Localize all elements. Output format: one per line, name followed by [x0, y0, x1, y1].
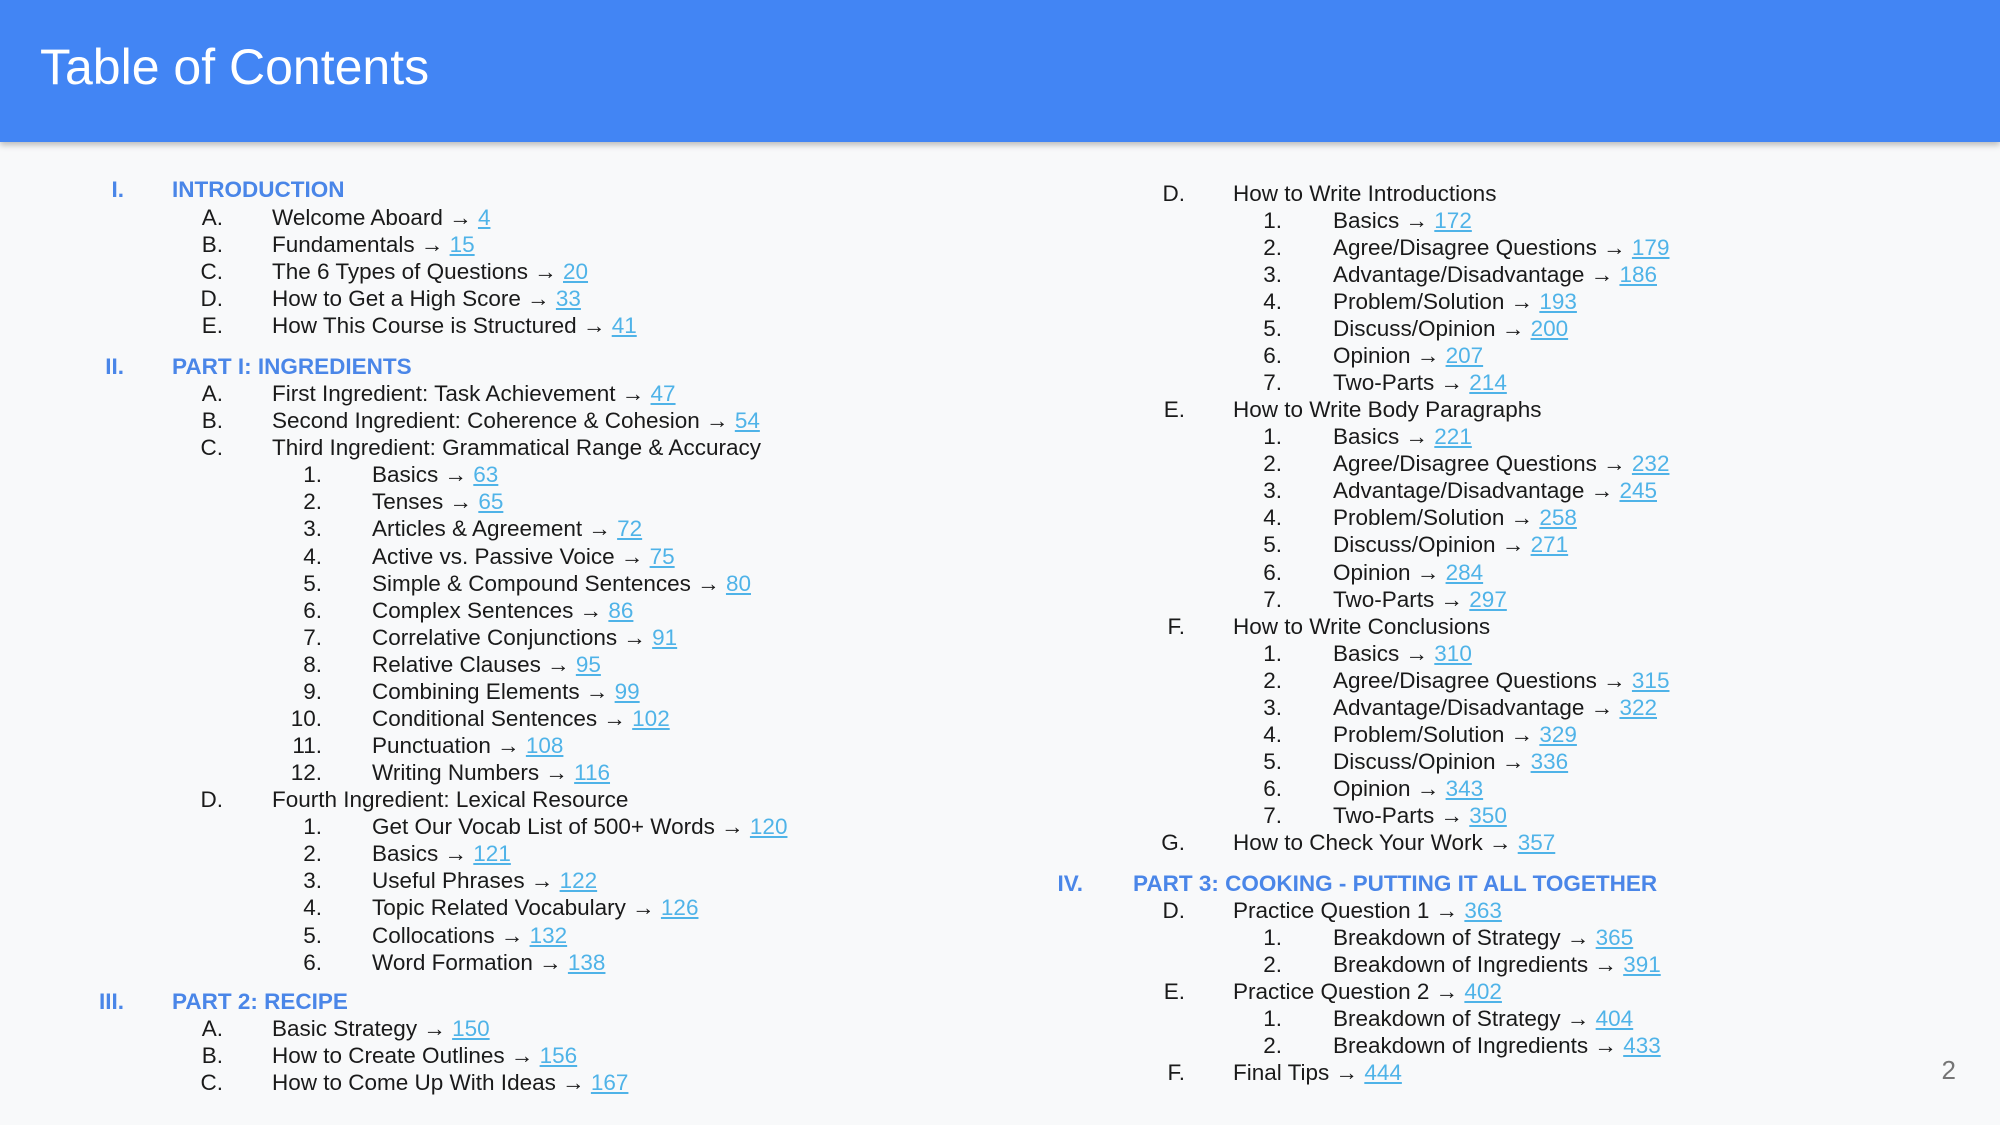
arrow-icon: →	[527, 259, 563, 284]
arrow-icon: →	[1434, 370, 1470, 395]
toc-entry-number: 10.	[290, 706, 322, 731]
toc-entry-number: 5.	[1263, 532, 1282, 557]
toc-entry-title: Tenses	[372, 489, 444, 514]
arrow-icon: →	[1596, 235, 1632, 260]
toc-page-link[interactable]: 357	[1517, 830, 1556, 855]
arrow-icon: →	[539, 760, 575, 785]
toc-entry-number: 7.	[1263, 587, 1282, 612]
arrow-icon: →	[1329, 1060, 1365, 1085]
toc-entry-number: 11.	[292, 733, 322, 758]
toc-entry-title: How to Write Introductions	[1233, 181, 1497, 206]
toc-entry-number: E.	[201, 313, 223, 338]
toc-page-link[interactable]: 15	[449, 232, 475, 257]
toc-entry-number: 4.	[1263, 722, 1282, 747]
toc-entry-number: A.	[201, 1016, 223, 1041]
toc-page-link[interactable]: 102	[632, 706, 670, 731]
toc-entry-title: Advantage/Disadvantage	[1333, 478, 1585, 503]
arrow-icon: →	[520, 286, 556, 311]
toc-entry-number: 2.	[1263, 451, 1282, 476]
toc-page-link[interactable]: 138	[567, 950, 606, 975]
toc-entry-number: 2.	[1263, 952, 1282, 977]
arrow-icon: →	[438, 841, 474, 866]
page-title: Table of Contents	[40, 39, 430, 95]
toc-entry-title: Problem/Solution	[1333, 289, 1505, 314]
toc-page-link[interactable]: 433	[1623, 1033, 1661, 1058]
toc-entry-title: PART I: INGREDIENTS	[172, 354, 412, 379]
toc-entry-title: Conditional Sentences	[372, 706, 598, 731]
arrow-icon: →	[617, 625, 653, 650]
toc-entry-number: 5.	[303, 923, 322, 948]
toc-entry-number: 1.	[1263, 208, 1282, 233]
toc-page-link[interactable]: 193	[1539, 289, 1577, 314]
toc-entry-number: I.	[111, 177, 124, 202]
toc-entry-number: B.	[201, 232, 223, 257]
arrow-icon: →	[490, 733, 526, 758]
toc-entry-number: 7.	[303, 625, 322, 650]
toc-entry-number: 2.	[303, 841, 322, 866]
toc-page-link[interactable]: 258	[1539, 505, 1577, 530]
toc-page-link[interactable]: 221	[1434, 424, 1472, 449]
toc-entry-number: C.	[200, 259, 223, 284]
toc-entry-title: Breakdown of Ingredients	[1333, 952, 1589, 977]
toc-entry-number: B.	[201, 1043, 223, 1068]
toc-page-link[interactable]: 116	[574, 760, 611, 785]
toc-entry-title: INTRODUCTION	[172, 177, 345, 202]
arrow-icon: →	[615, 381, 651, 406]
toc-page-link[interactable]: 404	[1595, 1006, 1634, 1031]
toc-entry-number: D.	[1162, 898, 1185, 923]
arrow-icon: →	[1596, 451, 1632, 476]
toc-page-link[interactable]: 350	[1469, 803, 1507, 828]
arrow-icon: →	[1504, 722, 1540, 747]
toc-entry-number: 6.	[303, 950, 322, 975]
toc-entry-title: Opinion	[1333, 776, 1411, 801]
toc-entry-title: Agree/Disagree Questions	[1333, 668, 1597, 693]
toc-entry-number: D.	[1162, 181, 1185, 206]
arrow-icon: →	[582, 516, 618, 541]
arrow-icon: →	[1584, 695, 1620, 720]
toc-page-link[interactable]: 121	[473, 841, 511, 866]
toc-entry-number: 4.	[303, 544, 322, 569]
arrow-icon: →	[1495, 749, 1531, 774]
toc-entry-number: IV.	[1057, 871, 1083, 896]
toc-entry-title: Get Our Vocab List of 500+ Words	[372, 814, 715, 839]
toc-entry-title: Discuss/Opinion	[1333, 749, 1496, 774]
arrow-icon: →	[1434, 587, 1470, 612]
arrow-icon: →	[1399, 641, 1435, 666]
toc-entry-number: F.	[1167, 1060, 1185, 1085]
toc-page-link[interactable]: 4	[477, 205, 491, 230]
toc-entry-title: Simple & Compound Sentences	[372, 571, 691, 596]
toc-entry-number: C.	[200, 1070, 223, 1095]
toc-entry-number: 1.	[303, 462, 322, 487]
toc-page-link[interactable]: 329	[1539, 722, 1577, 747]
toc-page-link[interactable]: 214	[1469, 370, 1507, 395]
toc-entry-number: 2.	[1263, 1033, 1282, 1058]
toc-entry-title: Breakdown of Strategy	[1333, 1006, 1561, 1031]
toc-entry-title: Collocations	[372, 923, 495, 948]
arrow-icon: →	[438, 462, 474, 487]
toc-entry-title: How to Check Your Work	[1233, 830, 1483, 855]
toc-entry-number: 5.	[1263, 749, 1282, 774]
toc-page-link[interactable]: 99	[614, 679, 640, 704]
toc-entry-number: 9.	[303, 679, 322, 704]
toc-page-link[interactable]: 365	[1595, 925, 1634, 950]
toc-page-link[interactable]: 65	[478, 489, 504, 514]
toc-page-link[interactable]: 310	[1434, 641, 1472, 666]
toc-entry-title: Two-Parts	[1333, 370, 1435, 395]
arrow-icon: →	[504, 1043, 540, 1068]
toc-entry-title: Writing Numbers	[372, 760, 540, 785]
toc-entry-title: Opinion	[1333, 560, 1411, 585]
toc-page-link[interactable]: 207	[1445, 343, 1484, 368]
toc-page-link[interactable]: 284	[1445, 560, 1484, 585]
toc-entry-number: 1.	[1263, 925, 1282, 950]
toc-page-link[interactable]: 297	[1469, 587, 1507, 612]
arrow-icon: →	[1584, 262, 1620, 287]
toc-page-link[interactable]: 150	[452, 1016, 490, 1041]
arrow-icon: →	[1410, 343, 1446, 368]
toc-page-link[interactable]: 186	[1619, 262, 1657, 287]
toc-entry-title: How to Write Body Paragraphs	[1233, 397, 1542, 422]
toc-page-link[interactable]: 120	[749, 814, 788, 839]
arrow-icon: →	[579, 679, 615, 704]
toc-entry-title: Opinion	[1333, 343, 1411, 368]
toc-entry-title: Useful Phrases	[372, 868, 525, 893]
toc-entry-number: 3.	[1263, 478, 1282, 503]
toc-entry-number: 1.	[1263, 641, 1282, 666]
toc-page-link[interactable]: 167	[590, 1070, 629, 1095]
toc-entry-number: D.	[200, 286, 223, 311]
toc-entry-title: Basic Strategy	[272, 1016, 418, 1041]
toc-page-link[interactable]: 63	[473, 462, 499, 487]
toc-entry-title: The 6 Types of Questions	[272, 259, 528, 284]
arrow-icon: →	[1596, 668, 1632, 693]
toc-entry-title: Relative Clauses	[372, 652, 541, 677]
toc-entry-number: 7.	[1263, 803, 1282, 828]
toc-entry-number: 8.	[303, 652, 322, 677]
arrow-icon: →	[494, 923, 530, 948]
toc-entry-number: 4.	[303, 895, 322, 920]
toc-entry-number: 3.	[303, 868, 322, 893]
toc-entry-number: A.	[201, 205, 223, 230]
toc-entry-title: Second Ingredient: Coherence & Cohesion	[272, 408, 700, 433]
toc-page-link[interactable]: 343	[1445, 776, 1484, 801]
arrow-icon: →	[1399, 208, 1435, 233]
toc-entry-number: 3.	[303, 516, 322, 541]
toc-entry-number: 6.	[1263, 343, 1282, 368]
toc-entry-title: Agree/Disagree Questions	[1333, 451, 1597, 476]
toc-entry-number: G.	[1161, 830, 1185, 855]
toc-entry-number: 2.	[1263, 668, 1282, 693]
arrow-icon: →	[442, 205, 478, 230]
toc-page-link[interactable]: 72	[617, 516, 643, 541]
toc-entry-number: 6.	[303, 598, 322, 623]
arrow-icon: →	[414, 232, 450, 257]
toc-page-link[interactable]: 75	[649, 544, 675, 569]
arrow-icon: →	[1560, 925, 1596, 950]
arrow-icon: →	[1429, 979, 1465, 1004]
arrow-icon: →	[1410, 776, 1446, 801]
toc-entry-number: 6.	[1263, 776, 1282, 801]
arrow-icon: →	[1482, 830, 1518, 855]
toc-page-link[interactable]: 156	[539, 1043, 578, 1068]
arrow-icon: →	[1588, 1033, 1624, 1058]
arrow-icon: →	[597, 706, 633, 731]
toc-entry-title: Two-Parts	[1333, 587, 1435, 612]
arrow-icon: →	[1584, 478, 1620, 503]
arrow-icon: →	[1429, 898, 1465, 923]
toc-entry-title: Breakdown of Strategy	[1333, 925, 1561, 950]
toc-entry-title: Basics	[1333, 424, 1400, 449]
arrow-icon: →	[532, 950, 568, 975]
toc-page-link[interactable]: 444	[1364, 1060, 1402, 1085]
arrow-icon: →	[443, 489, 479, 514]
toc-entry-title: How to Create Outlines	[272, 1043, 505, 1068]
arrow-icon: →	[714, 814, 750, 839]
toc-entry-title: Topic Related Vocabulary	[372, 895, 626, 920]
toc-entry-title: Third Ingredient: Grammatical Range & Accuracy	[272, 435, 761, 460]
toc-entry-number: 3.	[1263, 262, 1282, 287]
arrow-icon: →	[625, 895, 661, 920]
arrow-icon: →	[614, 544, 650, 569]
toc-entry-title: How to Come Up With Ideas	[272, 1070, 556, 1095]
toc-page-link[interactable]: 80	[725, 571, 751, 596]
slide-number: 2	[1941, 1055, 1956, 1085]
toc-entry-title: Practice Question 1	[1233, 898, 1430, 923]
arrow-icon: →	[1495, 532, 1531, 557]
toc-entry-number: B.	[201, 408, 223, 433]
toc-page-link[interactable]: 245	[1619, 478, 1657, 503]
toc-page-link[interactable]: 91	[652, 625, 678, 650]
toc-page-link[interactable]: 391	[1623, 952, 1661, 977]
toc-entry-title: Discuss/Opinion	[1333, 316, 1496, 341]
toc-entry-number: II.	[105, 354, 124, 379]
toc-entry-title: Punctuation	[372, 733, 491, 758]
toc-entry-title: Practice Question 2	[1233, 979, 1430, 1004]
toc-page-link[interactable]: 33	[555, 286, 581, 311]
toc-entry-title: Two-Parts	[1333, 803, 1435, 828]
toc-entry-title: Basics	[372, 841, 439, 866]
toc-entry-number: 7.	[1263, 370, 1282, 395]
title-bar	[0, 0, 2000, 142]
toc-entry-title: Discuss/Opinion	[1333, 532, 1496, 557]
toc-entry-title: How to Write Conclusions	[1233, 614, 1491, 639]
toc-entry-number: 3.	[1263, 695, 1282, 720]
toc-page-link[interactable]: 200	[1530, 316, 1569, 341]
toc-entry-title: Advantage/Disadvantage	[1333, 262, 1585, 287]
toc-entry-number: 5.	[1263, 316, 1282, 341]
toc-entry-title: Problem/Solution	[1333, 722, 1505, 747]
arrow-icon: →	[1434, 803, 1470, 828]
arrow-icon: →	[1410, 560, 1446, 585]
toc-page-link[interactable]: 95	[575, 652, 601, 677]
toc-entry-title: Basics	[372, 462, 439, 487]
toc-entry-title: Word Formation	[372, 950, 533, 975]
toc-entry-title: PART 3: COOKING - PUTTING IT ALL TOGETHER	[1133, 871, 1658, 896]
toc-page-link[interactable]: 315	[1631, 668, 1670, 693]
toc-page-link[interactable]: 54	[734, 408, 760, 433]
arrow-icon: →	[1504, 505, 1540, 530]
toc-entry-title: Basics	[1333, 641, 1400, 666]
arrow-icon: →	[540, 652, 576, 677]
toc-entry-number: 1.	[1263, 1006, 1282, 1031]
toc-entry-title: Articles & Agreement	[372, 516, 583, 541]
arrow-icon: →	[1504, 289, 1540, 314]
arrow-icon: →	[690, 571, 726, 596]
toc-page-link[interactable]: 402	[1464, 979, 1502, 1004]
toc-entry-number: A.	[201, 381, 223, 406]
toc-entry-number: D.	[200, 787, 223, 812]
arrow-icon: →	[524, 868, 560, 893]
arrow-icon: →	[699, 408, 735, 433]
toc-entry-number: 2.	[303, 489, 322, 514]
toc-entry-title: How to Get a High Score	[272, 286, 521, 311]
toc-page-link[interactable]: 108	[525, 733, 564, 758]
toc-entry-number: 12.	[290, 760, 322, 785]
toc-entry-title: Correlative Conjunctions	[372, 625, 618, 650]
toc-page-link[interactable]: 322	[1619, 695, 1657, 720]
toc-entry-number: E.	[1163, 979, 1185, 1004]
toc-page-link[interactable]: 179	[1631, 235, 1670, 260]
arrow-icon: →	[1560, 1006, 1596, 1031]
toc-page-link[interactable]: 122	[559, 868, 598, 893]
toc-entry-title: Fundamentals	[272, 232, 415, 257]
toc-page-link[interactable]: 86	[608, 598, 634, 623]
toc-entry-title: How This Course is Structured	[272, 313, 577, 338]
toc-entry-number: E.	[1163, 397, 1185, 422]
toc-entry-number: 6.	[1263, 560, 1282, 585]
toc-entry-title: Fourth Ingredient: Lexical Resource	[272, 787, 629, 812]
arrow-icon: →	[1399, 424, 1435, 449]
toc-entry-title: Complex Sentences	[372, 598, 574, 623]
toc-entry-title: Basics	[1333, 208, 1400, 233]
toc-entry-title: Breakdown of Ingredients	[1333, 1033, 1589, 1058]
toc-entry-number: 4.	[1263, 289, 1282, 314]
toc-page-link[interactable]: 363	[1464, 898, 1502, 923]
toc-entry-number: C.	[200, 435, 223, 460]
toc-page-link[interactable]: 132	[529, 923, 568, 948]
toc-entry-title: PART 2: RECIPE	[172, 989, 348, 1014]
toc-entry-number: 1.	[303, 814, 322, 839]
arrow-icon: →	[576, 313, 612, 338]
toc-page-link[interactable]: 47	[650, 381, 676, 406]
toc-entry-number: III.	[98, 989, 124, 1014]
toc-entry-title: Welcome Aboard	[272, 205, 443, 230]
toc-entry-title: Final Tips	[1233, 1060, 1330, 1085]
toc-entry-title: Agree/Disagree Questions	[1333, 235, 1597, 260]
arrow-icon: →	[555, 1070, 591, 1095]
toc-entry-title: Active vs. Passive Voice	[372, 544, 615, 569]
toc-entry-title: First Ingredient: Task Achievement	[272, 381, 616, 406]
toc-page-link[interactable]: 336	[1530, 749, 1569, 774]
arrow-icon: →	[573, 598, 609, 623]
arrow-icon: →	[417, 1016, 453, 1041]
toc-entry-title: Combining Elements	[372, 679, 580, 704]
toc-page-link[interactable]: 271	[1530, 532, 1569, 557]
toc-entry-number: 2.	[1263, 235, 1282, 260]
toc-page-link[interactable]: 172	[1434, 208, 1472, 233]
toc-page-link[interactable]: 232	[1631, 451, 1670, 476]
toc-page-link[interactable]: 41	[611, 313, 637, 338]
arrow-icon: →	[1495, 316, 1531, 341]
toc-entry-number: 1.	[1263, 424, 1282, 449]
toc-entry-number: 5.	[303, 571, 322, 596]
toc-entry-number: 4.	[1263, 505, 1282, 530]
toc-page-link[interactable]: 126	[660, 895, 699, 920]
toc-entry-number: F.	[1167, 614, 1185, 639]
toc-page-link[interactable]: 20	[563, 259, 589, 284]
arrow-icon: →	[1588, 952, 1624, 977]
toc-entry-title: Problem/Solution	[1333, 505, 1505, 530]
toc-entry-title: Advantage/Disadvantage	[1333, 695, 1585, 720]
